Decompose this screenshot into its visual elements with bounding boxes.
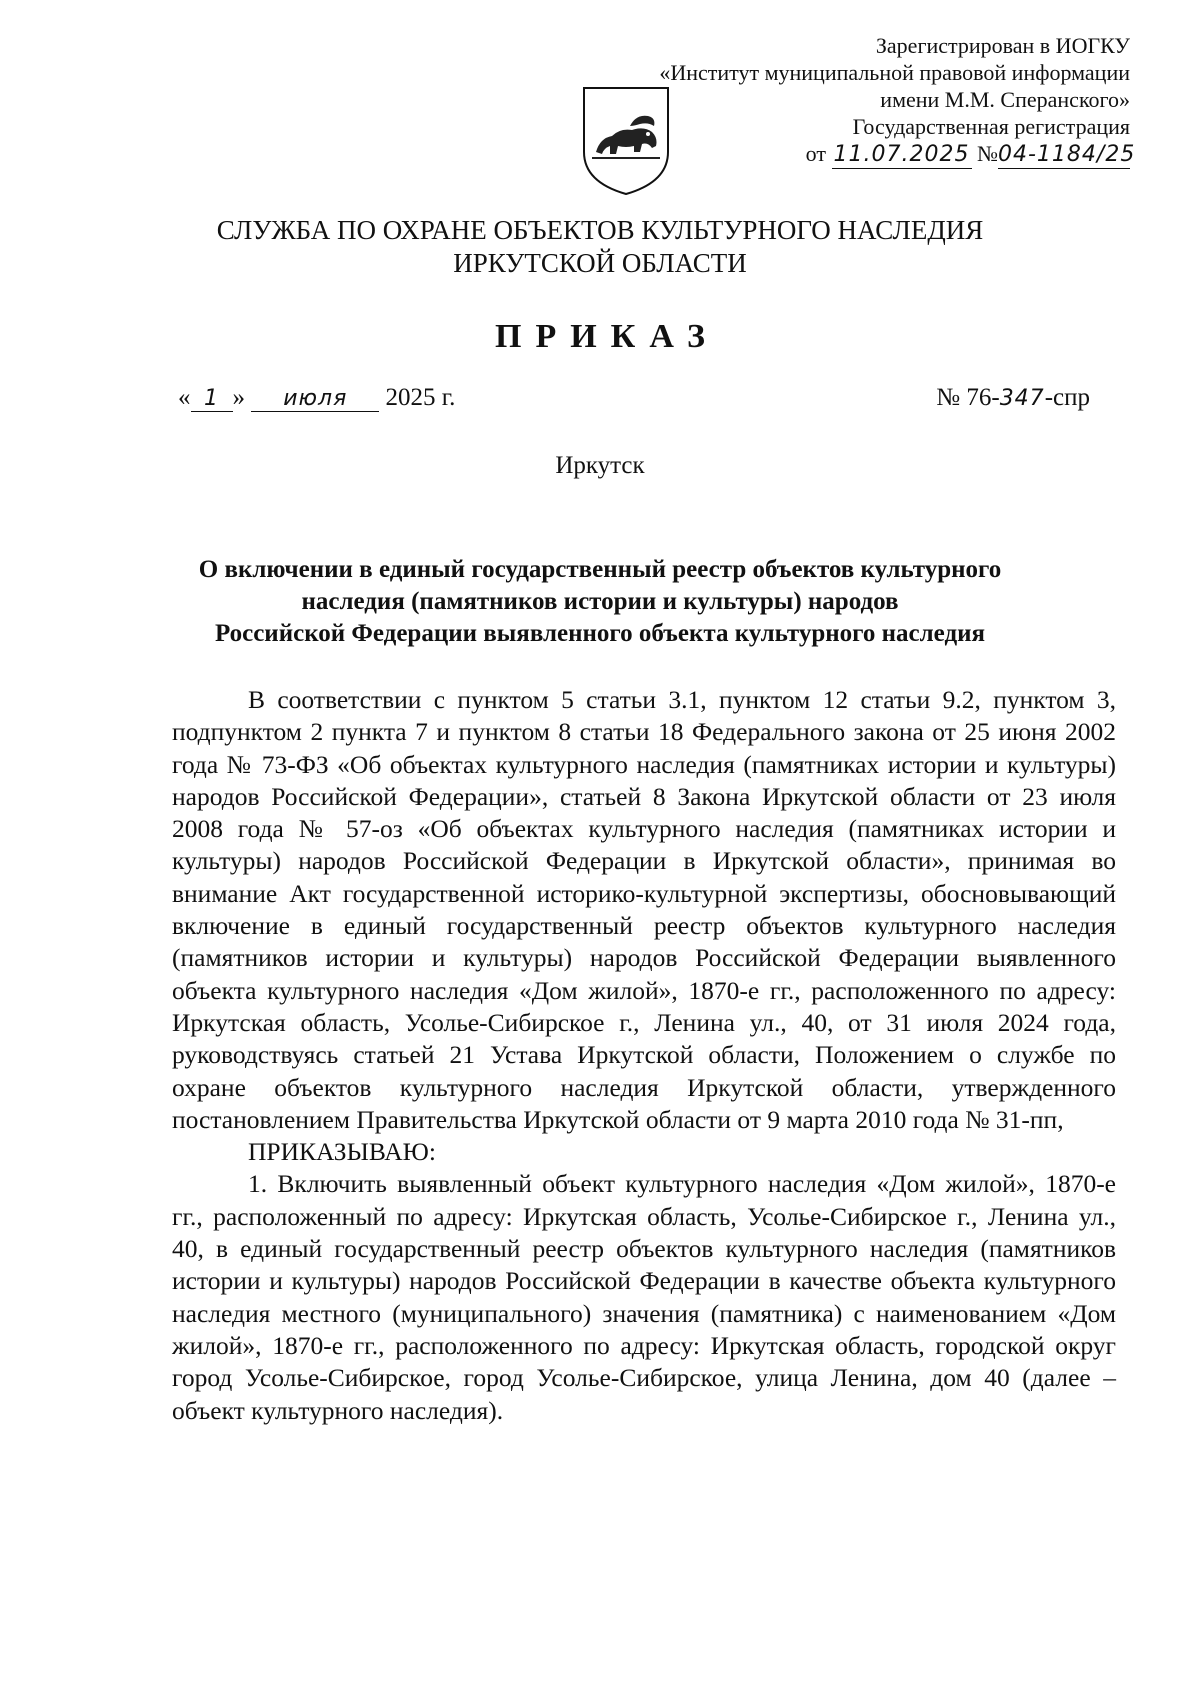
title-line-3: Российской Федерации выявленного объекта культурного наследия [214, 620, 986, 647]
item-1-paragraph: 1. Включить выявленный объект культурного наследия «Дом жилой», 1870-е гг., расположенный по адресу: Иркутская область, Усолье-Сибирское г., Ленина ул., 40, в единый государственный реестр объектов культурного наследия (памятников истории и культуры) народов Российской Федерации в качестве объекта культурного наследия местного (муниципального) значения (памятника) с наименованием «Дом жилой», 1870-е гг., расположенного по адресу: Иркутская область, городской округ город Усолье-Сибирское, город Усолье-Сибирское, улица Ленина, дом 40 (далее – объект культурного наследия). [172, 1169, 1116, 1425]
order-number-suffix: -спр [1044, 384, 1090, 411]
preamble-paragraph: В соответствии с пунктом 5 статьи 3.1, пунктом 12 статьи 9.2, пунктом 3, подпунктом 2 пункта 7 и пунктом 8 статьи 18 Федерального закона от 25 июня 2002 года № 73-ФЗ «Об объектах культурного наследия (памятниках истории и культуры) народов Российской Федерации», статьей 8 Закона Иркутской области от 23 июля 2008 года № 57-оз «Об объектах культурного наследия (памятниках истории и культуры) народов Российской Федерации в Иркутской области», принимая во внимание Акт государственной историко-культурной экспертизы, обосновывающий включение в единый государственный реестр объектов культурного наследия (памятников истории и культуры) народов Российской Федерации выявленного объекта культурного наследия «Дом жилой», 1870-е гг., расположенного по адресу: Иркутская область, Усолье-Сибирское г., Ленина ул., 40, от 31 июля 2024 года, руководствуясь статьей 21 Устава Иркутской области, Положением о службе по охране объектов культурного наследия Иркутской области, утвержденного постановлением Правительства Иркутской области от 9 марта 2010 года № 31-пп, [172, 685, 1116, 1134]
order-date [178, 384, 455, 412]
registration-number-prefix: № [977, 141, 998, 166]
organization-name [0, 214, 1200, 280]
order-number [936, 384, 1090, 412]
date-close-quote: » [232, 384, 245, 411]
document-type: ПРИКАЗ [495, 318, 719, 355]
directive: ПРИКАЗЫВАЮ: [248, 1137, 436, 1167]
registration-date-prefix: от [805, 141, 826, 166]
registration-line-3: имени М.М. Сперанского» [880, 87, 1130, 112]
order-number-value: 347 [999, 386, 1045, 411]
registration-line-4: Государственная регистрация [852, 114, 1130, 139]
date-open-quote: « [178, 384, 191, 411]
date-year: 2025 г. [385, 384, 456, 411]
document-title [140, 554, 1060, 650]
date-month: июля [251, 386, 379, 412]
coat-of-arms-icon [582, 86, 670, 196]
document-body [172, 684, 1116, 1427]
registration-stamp [659, 32, 1136, 169]
registration-date: 11.07.2025 [832, 141, 972, 169]
organization-line-1: СЛУЖБА ПО ОХРАНЕ ОБЪЕКТОВ КУЛЬТУРНОГО НАСЛЕДИЯ [216, 215, 984, 245]
title-line-1: О включении в единый государственный реестр объектов культурного [198, 556, 1002, 583]
registration-line-5 [659, 140, 1136, 169]
registration-line-1: Зарегистрирован в ИОГКУ [875, 33, 1130, 58]
city: Иркутск [555, 452, 645, 479]
order-number-prefix: № 76- [936, 384, 1000, 411]
registration-line-2: «Институт муниципальной правовой информации [659, 60, 1130, 85]
title-line-2: наследия (памятников истории и культуры) народов [301, 588, 899, 615]
date-day: 1 [191, 386, 233, 412]
organization-line-2: ИРКУТСКОЙ ОБЛАСТИ [453, 248, 747, 278]
registration-number: 04-1184/25 [998, 142, 1136, 167]
